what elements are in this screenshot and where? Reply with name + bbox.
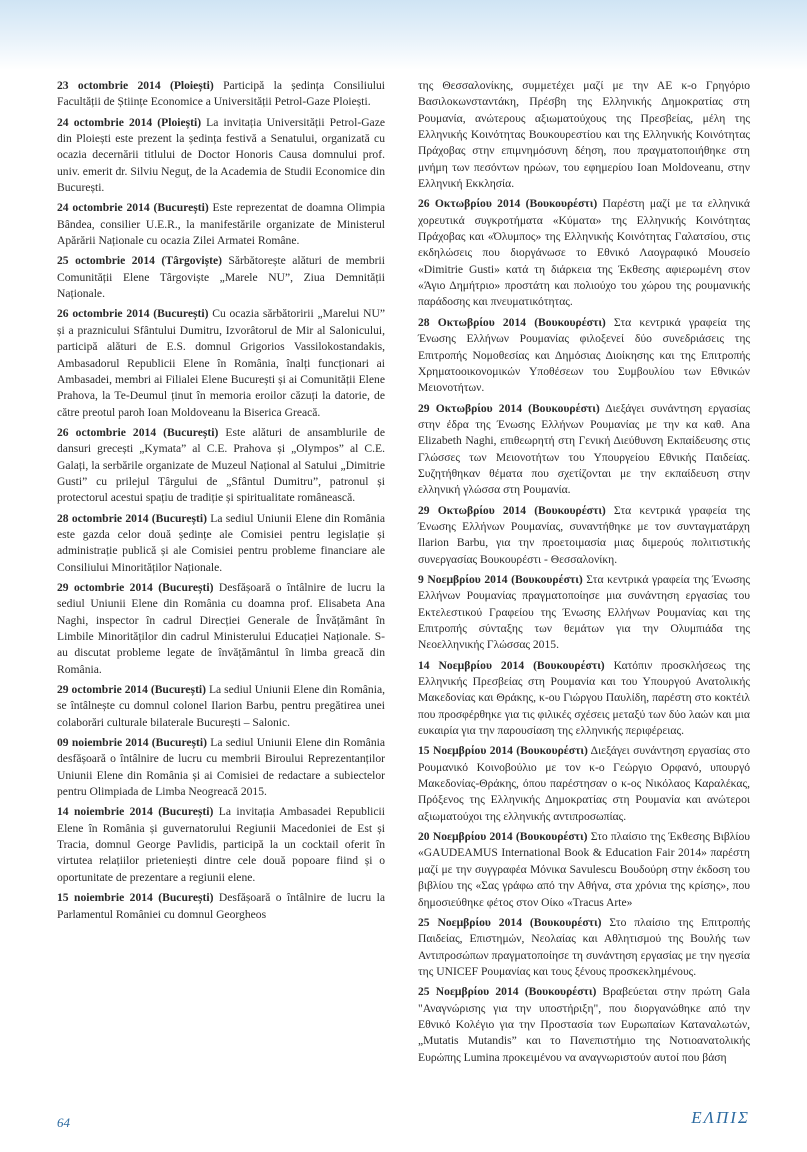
entry-text: La sediul Uniunii Elene din România, se întâlnește cu domnul colonel Ilarion Barbu, pentru pregătirea unei colaborări culturale bilaterale București – Salonic.: [57, 683, 385, 729]
entry-right-5: [418, 503, 750, 568]
entry-text: La invitația Ambasadei Republicii Elene în România și guvernatorului Regiunii Macedoniei de Est și Tracia, domnul George Pavlidis, participă la un cocktail oferit în virtutea relațiilor prieteniești dintre cele două popoare fiind și o oportunitate de prezentare a regiunii elene.: [57, 805, 385, 884]
entry-date: 25 Νοεμβρίου 2014 (Βουκουρέστι): [418, 915, 602, 929]
entry-date: 9 Νοεμβρίου 2014 (Βουκουρέστι): [418, 572, 583, 586]
entry-date: 15 Νοεμβρίου 2014 (Βουκουρέστι): [418, 744, 588, 758]
entry-right-4: [418, 401, 750, 499]
entry-date: 23 octombrie 2014 (Ploiești): [57, 79, 214, 92]
entry-left-2: [57, 115, 385, 197]
entry-text: La invitația Universității Petrol-Gaze din Ploiești este prezent la ședința festivă a Senatului, organizată cu ocazia decernării titlului de Doctor Honoris Causa domnului prof. univ. emerit dr. Silviu Neguț, de la Academia de Studii Economice din București.: [57, 115, 385, 195]
entry-text: Desfășoară o întâlnire de lucru la sediul Uniunii Elene din România cu doamna prof. Elisabeta Ana Naghi, inspector în cadrul Direcției Generale de Învățământ în Limbile Minorităților din cadrul Ministerului Educației Naționale. S-au discutat probleme legate de învățământul în limba greacă din România.: [57, 580, 385, 676]
entry-text: Στο πλαίσιο της Επιτροπής Παιδείας, Επιστημών, Νεολαίας και Αθλητισμού της Βουλής των Αντιπροσώπων πραγματοποίησε τη συνάντηση εργασίας με την ηγεσία της UNICEF Ρουμανίας και τους ξένους προσκεκλημένους.: [418, 915, 751, 978]
entry-date: 24 octombrie 2014 (București): [57, 201, 209, 215]
entry-right-2: [418, 196, 750, 310]
journal-name: ΕΛΠΙΣ: [691, 1108, 750, 1127]
entry-date: 24 octombrie 2014 (Ploiești): [57, 115, 202, 129]
entry-date: 09 noiembrie 2014 (București): [57, 736, 207, 750]
entry-right-11: [418, 984, 750, 1066]
entry-left-7: [57, 511, 385, 576]
entry-date: 15 noiembrie 2014 (București): [57, 891, 214, 905]
entry-text: Διεξάγει συνάντηση εργασίας στην έδρα της Ένωσης Ελλήνων Ρουμανίας με την κα καθ. Ana Elizabeth Naghi, επιθεωρητή στη Γενική Διεύθυνση Εκπαίδευσης στις Γλώσσες των Μειονοτήτων του Υπουργείου Εθνικής Παιδείας. Συζητήθηκαν θέματα που σχετίζονται με την εκπαίδευση στην ελληνική γλώσσα στη Ρουμανία.: [418, 401, 750, 497]
entry-text: της Θεσσαλονίκης, συμμετέχει μαζί με την ΑΕ κ-ο Γρηγόριο Βασιλοκωνσταντάκη, Πρέσβη της Ελληνικής Δημοκρατίας στη Ρουμανία, ανώτερους αξιωματούχους της Πρεσβείας, μέλη της Ελληνικής Κοινότητας Βουκουρεστίου και της Ελληνικής Κοινότητας Πράχοβας στην επιμνημόσυνη δέηση, που πραγματοποιήθηκε στη μνήμη των πεσόντων ηρώων, του εφημερίου Ioan Moldoveanu, στην Ελληνική Εκκλησία.: [418, 79, 750, 191]
entry-left-3: [57, 200, 385, 249]
entry-left-1: [57, 78, 385, 111]
entry-right-7: [418, 658, 750, 740]
entry-text: Διεξάγει συνάντηση εργασίας στο Ρουμανικό Κοινοβούλιο με τον κ-ο Γεώργιο Ορφανό, υπουργό Μακεδονίας-Θράκης, όπου παρέστησαν ο κ-ος Νικόλαος Καραλέκας, Πρόξενος της Ελληνικής Δημοκρατίας στη Ρουμανία και ανώτεροι αξιωματούχοι της ελληνικής αντιπροσωπίας.: [418, 744, 751, 823]
entry-text: Στα κεντρικά γραφεία της Ένωσης Ελλήνων Ρουμανίας, συναντήθηκε με τον συνταγματάρχη Ilarion Barbu, για την προετοιμασία μιας διμερούς πολιτιστικής συνεργασίας Βουκουρέστι - Θεσσαλονίκη.: [418, 503, 751, 566]
entry-text: Στο πλαίσιο της Έκθεσης Βιβλίου «GAUDEAMUS International Book & Education Fair 2014» παρέστη μαζί με την συγγραφέα Μόνικα Savulescu Βουδούρη στην έκδοση του βιβλίου της «Σας γράφω από την Αθήνα, στα χρόνια της κρίσης», που δημοσιεύθηκε φέτος στον Οίκο «Tracus Arte»: [418, 830, 751, 909]
entry-text: Cu ocazia sărbătoririi „Marelui NU” și a praznicului Sfântului Dumitru, Izvorâtorul de Mir al Salonicului, participă alături de E.S. domnul Grigorios Vassilokostandakis, Ambasadorul Republicii Elene în România, înalți funcționari ai Ambasadei, membri ai Filialei Elene București și ai Comunității Elene Prahova, la Te-Deumul ținut în memoria eroilor căzuți la datorie, de către preotul paroh Ioan Moldoveanu la Biserica Greacă.: [57, 307, 385, 419]
entry-text: Κατόπιν προσκλήσεως της Ελληνικής Πρεσβείας στη Ρουμανία και του Υπουργού Ανατολικής Μακεδονίας και Θράκης, κ-ου Γιώργου Παυλίδη, παρέστη στο κοκτέιλ που προσφέρθηκε για τις φιλικές σχέσεις μεταξύ των δύο λαών και μια ευκαιρία για την παρουσίαση της ελληνικής περιφέρειας.: [418, 658, 750, 738]
entry-right-6: [418, 572, 750, 654]
entry-left-6: [57, 425, 385, 507]
entry-right-10: [418, 915, 750, 980]
entry-left-12: [57, 890, 385, 923]
entry-text: Participă la ședința Consiliului Facultății de Științe Economice a Universității Petrol-Gaze Ploiești.: [57, 79, 385, 109]
entry-right-3: [418, 315, 750, 397]
entry-date: 28 Οκτωβρίου 2014 (Βουκουρέστι): [418, 315, 606, 329]
page-number: 64: [57, 1115, 70, 1130]
entry-date: 29 octombrie 2014 (București): [57, 683, 207, 697]
entry-right-9: [418, 829, 750, 911]
entry-date: 14 noiembrie 2014 (București): [57, 805, 214, 819]
entry-date: 29 octombrie 2014 (București): [57, 580, 214, 594]
header-gradient-band: [0, 0, 807, 70]
entry-left-10: [57, 735, 385, 800]
entry-date: 26 octombrie 2014 (București): [57, 425, 219, 439]
entry-text: Παρέστη μαζί με τα ελληνικά χορευτικά συγκροτήματα «Κύματα» της Ελληνικής Κοινότητας Πράχοβας και «Όλυμπος» της Ελληνικής Κοινότητας Γαλατσίου, στις εκδηλώσεις που διοργάνωσε το Εθνικό Λαογραφικό Μουσείο «Dimitrie Gusti» κατά τη διάρκεια της Έκθεσης αφιερωμένη στον «Άγιο Δημήτριο» προστάτη και πολιούχο του χώρου της ρουμανικής παράδοσης και πνευματικότητας.: [418, 197, 751, 309]
entry-text: Στα κεντρικά γραφεία της Ένωσης Ελλήνων Ρουμανίας πραγματοποίησε μια συνάντηση εργασίας του Εκτελεστικού Γραφείου της Ένωσης Ελλήνων Ρουμανίας και της Επιτροπής σύνταξης των θεμάτων για την Ολυμπιάδα της Νεοελληνικής Γλώσσας 2015.: [418, 572, 751, 652]
entry-text: La sediul Uniunii Elene din România desfășoară o întâlnire de lucru cu membrii Biroului Reprezentanților Uniunii Elene din România și ai Comisiei de redactare a subiectelor pentru Olimpiada de Limba Neogreacă 2015.: [57, 736, 385, 799]
entry-text: Desfășoară o întâlnire de lucru la Parlamentul României cu domnul Georgheos: [57, 891, 385, 921]
entry-right-8: [418, 743, 750, 825]
entry-date: 14 Νοεμβρίου 2014 (Βουκουρέστι): [418, 658, 605, 672]
entry-left-9: [57, 682, 385, 731]
entry-date: 29 Οκτωβρίου 2014 (Βουκουρέστι): [418, 503, 606, 517]
entry-text: La sediul Uniunii Elene din România este gazda celor două ședințe ale Comisiei pentru legislație și administrație publică și ale Comisiei pentru probleme financiare ale Consiliului Minorităților Naționale.: [57, 511, 385, 574]
entry-left-11: [57, 804, 385, 886]
entry-text: Στα κεντρικά γραφεία της Ένωσης Ελλήνων Ρουμανίας φιλοξενεί δύο συνεδριάσεις της Επιτροπής Νομοθεσίας και Δημόσιας Διοίκησης και της Επιτροπής Χρηματοοικονομικών Υποθέσεων του Συμβουλίου των Εθνικών Μειονοτήτων.: [418, 315, 751, 395]
entry-date: 25 octombrie 2014 (Târgoviște): [57, 254, 222, 268]
entry-date: 26 octombrie 2014 (București): [57, 307, 209, 321]
left-column: [57, 78, 385, 927]
entry-left-4: [57, 253, 385, 302]
entry-text: Este alături de ansamblurile de dansuri grecești „Kymata” al C.E. Prahova și „Olympos” al C.E. Galați, la serbările organizate de Muzeul Național al Satului „Dimitrie Gusti” cu prilejul Târgului de „Sfântul Dumitru”, patronul și protectorul acestui spațiu de tradiție și spiritualitate românească.: [57, 425, 385, 505]
entry-date: 29 Οκτωβρίου 2014 (Βουκουρέστι): [418, 401, 600, 415]
entry-date: 26 Οκτωβρίου 2014 (Βουκουρέστι): [418, 197, 598, 211]
entry-text: Sărbătorește alături de membrii Comunității Elene Târgoviște „Marele NU”, Ziua Demnității Naționale.: [57, 254, 385, 301]
entry-left-8: [57, 580, 385, 678]
entry-right-1: [418, 78, 750, 192]
right-column: [418, 78, 750, 1070]
entry-date: 25 Νοεμβρίου 2014 (Βουκουρέστι): [418, 985, 597, 999]
entry-date: 28 octombrie 2014 (București): [57, 511, 207, 525]
entry-text: Este reprezentat de doamna Olimpia Bândea, consilier U.E.R., la manifestările organizate de Ministerul Apărării Naționale cu ocazia Zilei Armatei Române.: [57, 201, 385, 248]
entry-text: Βραβεύεται στην πρώτη Gala "Αναγνώρισης για την υποστήριξη", που διοργανώθηκε από την Εθνικό Κολέγιο για την Προστασία των Ευρωπαίων Καταναλωτών, „Mutatis Mutandis” και το Πανεπιστήμιο της Νοτιοανατολικής Ευρώπης Lumina προκειμένου να αναγνωριστούν αυτοί που βάση: [418, 985, 750, 1064]
entry-date: 20 Νοεμβρίου 2014 (Βουκουρέστι): [418, 830, 588, 844]
entry-left-5: [57, 306, 385, 420]
